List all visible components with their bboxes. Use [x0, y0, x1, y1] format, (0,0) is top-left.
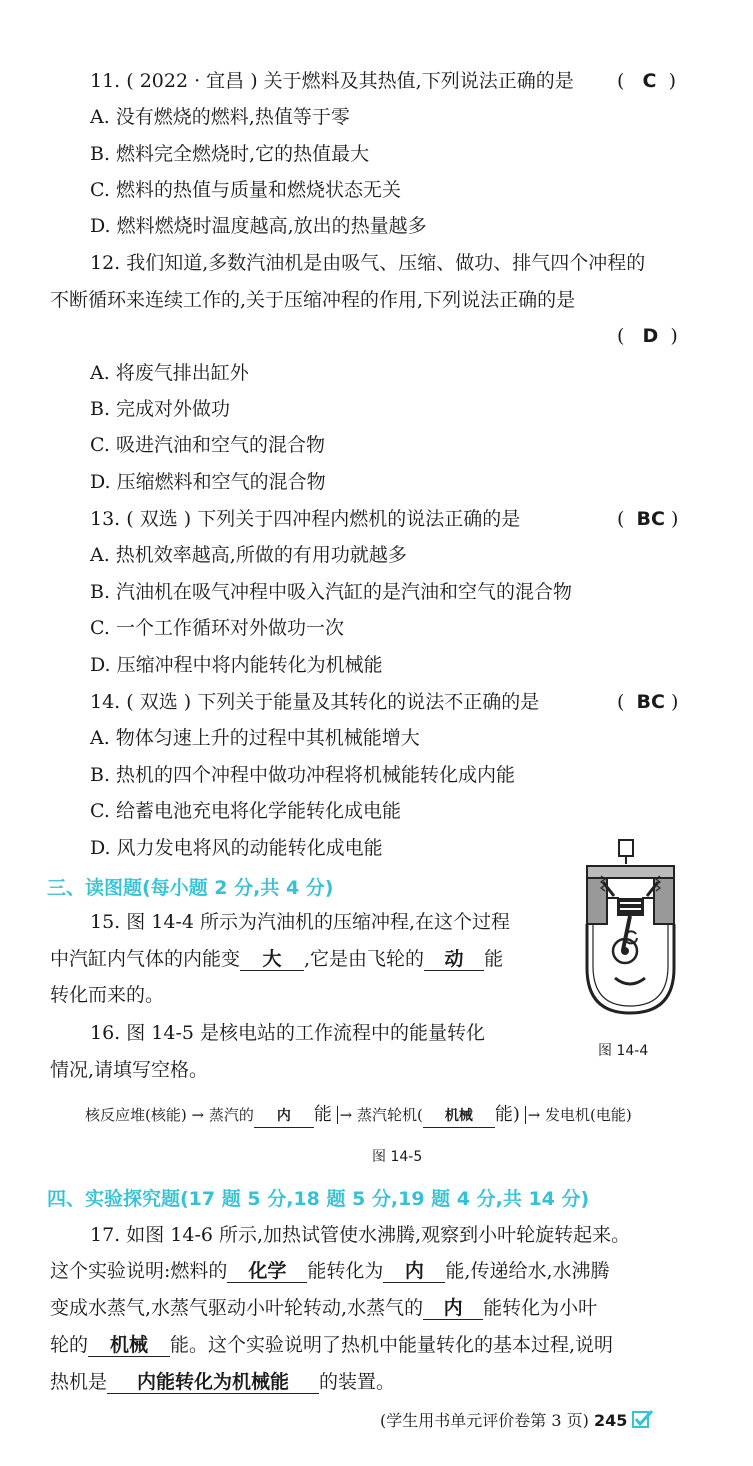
flow-blank-2: 机械: [423, 1105, 495, 1128]
page-footer: [380, 1408, 654, 1431]
q13-option-b: B. 汽油机在吸气冲程中吸入汽缸的是汽油和空气的混合物: [90, 581, 573, 603]
q13-option-c: C. 一个工作循环对外做功一次: [90, 617, 344, 639]
flow-step-generator: 发电机(电能): [545, 1106, 632, 1124]
q17-blank-5: 内能转化为机械能: [107, 1371, 319, 1394]
q14-option-b: B. 热机的四个冲程中做功冲程将机械能转化成内能: [90, 764, 516, 786]
q14-option-c: C. 给蓄电池充电将化学能转化成电能: [90, 800, 401, 822]
q15-line-3: 转化而来的。: [50, 984, 165, 1006]
flow-blank-1: 内: [254, 1105, 314, 1128]
flow-arrow-3: →: [525, 1106, 541, 1124]
checkbox-check-icon: [632, 1409, 654, 1429]
flow-step-steam: 蒸汽的 内 能: [209, 1106, 332, 1124]
flow-arrow-1: →: [191, 1106, 205, 1124]
q17-line-2: 这个实验说明:燃料的 化学 能转化为 内 能,传递给水,水沸腾: [50, 1260, 610, 1282]
q16-line-1: 16. 图 14-5 是核电站的工作流程中的能量转化: [90, 1022, 486, 1044]
q12-option-d: D. 压缩燃料和空气的混合物: [90, 471, 326, 493]
flow-step-reactor: 核反应堆(核能): [85, 1106, 187, 1124]
q14-option-d: D. 风力发电将风的动能转化成电能: [90, 837, 383, 859]
q12-option-a: A. 将废气排出缸外: [90, 362, 249, 384]
q17-line-4: 轮的 机械 能。这个实验说明了热机中能量转化的基本过程,说明: [50, 1334, 614, 1356]
page-number: 245: [593, 1411, 628, 1430]
flow-step-turbine: 蒸汽轮机( 机械 能): [357, 1106, 520, 1124]
q13-stem: 13. ( 双选 ) 下列关于四冲程内燃机的说法正确的是: [90, 508, 521, 530]
q17-line-5: 热机是 内能转化为机械能 的装置。: [50, 1371, 396, 1393]
q17-blank-3: 内: [423, 1297, 483, 1320]
q15-blank-2: 动: [424, 948, 484, 971]
q11-answer: ( C ): [617, 70, 676, 92]
q11-option-a: A. 没有燃烧的燃料,热值等于零: [90, 106, 350, 128]
q11-option-d: D. 燃料燃烧时温度越高,放出的热量越多: [90, 215, 427, 237]
q17-blank-2: 内: [383, 1260, 445, 1283]
engine-cylinder-figure: [579, 838, 682, 1016]
footer-text: (学生用书单元评价卷第 3 页): [380, 1411, 589, 1430]
q12-answer: ( D ): [617, 325, 678, 347]
q12-option-c: C. 吸进汽油和空气的混合物: [90, 434, 325, 456]
q17-line-1: 17. 如图 14-6 所示,加热试管使水沸腾,观察到小叶轮旋转起来。: [90, 1224, 631, 1246]
figure-14-4-caption: 图 14-4: [598, 1043, 649, 1059]
q16-line-2: 情况,请填写空格。: [50, 1059, 209, 1081]
q12-stem-1: 12. 我们知道,多数汽油机是由吸气、压缩、做功、排气四个冲程的: [90, 252, 646, 274]
section-4-heading: 四、实验探究题(17 题 5 分,18 题 5 分,19 题 4 分,共 14 分): [47, 1188, 590, 1210]
q17-line-3: 变成水蒸气,水蒸气驱动小叶轮转动,水蒸气的 内 能转化为小叶: [50, 1297, 598, 1319]
q11-option-c: C. 燃料的热值与质量和燃烧状态无关: [90, 179, 401, 201]
q11-option-b: B. 燃料完全燃烧时,它的热值最大: [90, 143, 370, 165]
q14-option-a: A. 物体匀速上升的过程中其机械能增大: [90, 727, 420, 749]
figure-14-5-caption: 图 14-5: [372, 1149, 423, 1165]
q15-line-2: 中汽缸内气体的内能变 大 ,它是由飞轮的 动 能: [50, 948, 504, 970]
section-3-heading: 三、读图题(每小题 2 分,共 4 分): [47, 877, 334, 899]
q12-option-b: B. 完成对外做功: [90, 398, 231, 420]
q11-stem: 11. ( 2022 · 宜昌 ) 关于燃料及其热值,下列说法正确的是: [90, 70, 574, 92]
q15-blank-1: 大: [240, 948, 304, 971]
q13-answer: ( BC ): [617, 508, 679, 530]
q15-line-1: 15. 图 14-4 所示为汽油机的压缩冲程,在这个过程: [90, 911, 511, 933]
q14-answer: ( BC ): [617, 691, 679, 713]
q13-option-a: A. 热机效率越高,所做的有用功就越多: [90, 544, 407, 566]
q17-blank-4: 机械: [88, 1334, 170, 1357]
energy-flow-diagram: [85, 1100, 632, 1128]
q12-stem-2: 不断循环来连续工作的,关于压缩冲程的作用,下列说法正确的是: [50, 289, 576, 311]
flow-arrow-2: →: [337, 1106, 353, 1124]
q17-blank-1: 化学: [227, 1260, 307, 1283]
q13-option-d: D. 压缩冲程中将内能转化为机械能: [90, 654, 383, 676]
q14-stem: 14. ( 双选 ) 下列关于能量及其转化的说法不正确的是: [90, 691, 540, 713]
